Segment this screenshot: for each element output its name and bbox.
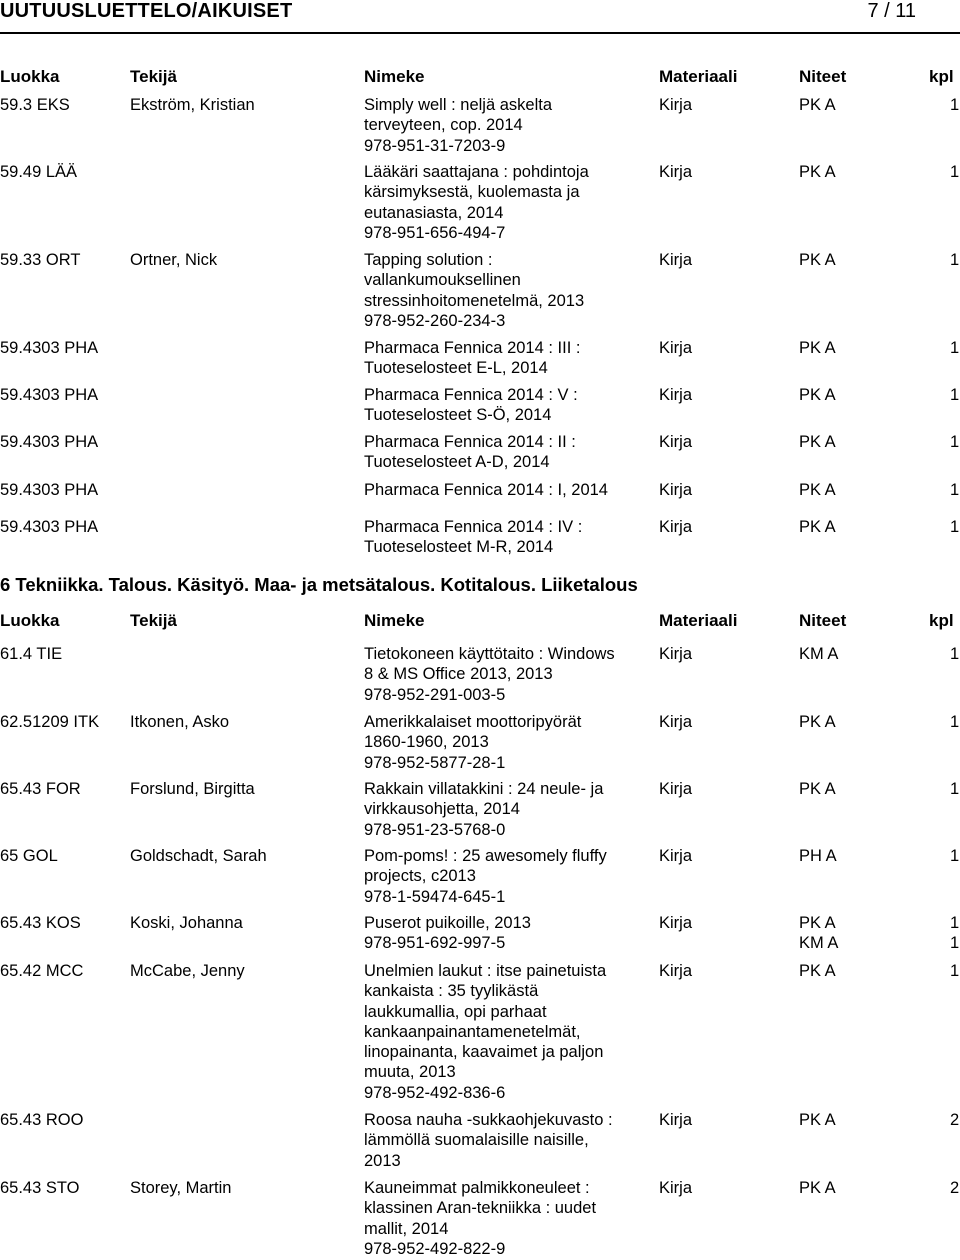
column-header-materiaali: Materiaali (659, 611, 738, 630)
niteet-cell (799, 961, 836, 981)
nimeke-line: 978-952-5877-28-1 (364, 753, 506, 772)
tekija-cell: Ortner, Nick (130, 251, 218, 269)
kpl-line: 1 (950, 518, 960, 536)
materiaali-cell: Kirja (659, 847, 693, 865)
nimeke-cell (364, 779, 603, 840)
kpl-cell (950, 338, 959, 358)
materiaali-cell: Kirja (659, 914, 693, 932)
tekija-cell: Storey, Martin (130, 1179, 232, 1197)
nimeke-line: 978-1-59474-645-1 (364, 887, 506, 906)
materiaali-cell: Kirja (659, 713, 693, 731)
nimeke-line: Pharmaca Fennica 2014 : III : (364, 339, 581, 357)
nimeke-line: projects, c2013 (364, 867, 476, 886)
nimeke-line: eutanasiasta, 2014 (364, 203, 504, 222)
tekija-cell: Itkonen, Asko (130, 713, 230, 731)
materiaali-cell: Kirja (659, 433, 693, 451)
tekija-cell: McCabe, Jenny (130, 962, 245, 980)
materiaali-cell: Kirja (659, 962, 693, 980)
niteet-line: PK A (799, 1179, 836, 1197)
luokka-cell: 59.33 ORT (0, 251, 81, 269)
niteet-cell (799, 338, 836, 358)
nimeke-line: stressinhoitomenetelmä, 2013 (364, 291, 585, 310)
kpl-cell (950, 250, 959, 270)
nimeke-line: terveyteen, cop. 2014 (364, 116, 523, 135)
header-rule (0, 32, 960, 34)
luokka-cell: 59.4303 PHA (0, 433, 99, 451)
niteet-line: PK A (799, 713, 836, 731)
nimeke-line: Tapping solution : (364, 251, 493, 269)
kpl-cell (950, 913, 959, 954)
column-header-niteet: Niteet (799, 67, 847, 86)
kpl-cell (950, 162, 959, 182)
niteet-line: PK A (799, 433, 836, 451)
kpl-cell (950, 95, 959, 115)
luokka-cell: 65 GOL (0, 847, 58, 865)
nimeke-line: Tuoteselosteet E-L, 2014 (364, 359, 548, 378)
kpl-line: 1 (950, 339, 960, 357)
nimeke-line: Tuoteselosteet S-Ö, 2014 (364, 406, 552, 425)
column-header-niteet: Niteet (799, 611, 847, 630)
materiaali-cell: Kirja (659, 251, 693, 269)
luokka-cell: 65.43 ROO (0, 1111, 84, 1129)
niteet-line: PK A (799, 518, 836, 536)
nimeke-line: Tuoteselosteet A-D, 2014 (364, 453, 550, 472)
luokka-cell: 59.3 EKS (0, 96, 70, 114)
column-header-kpl: kpl (929, 611, 954, 630)
niteet-line: PK A (799, 251, 836, 269)
niteet-cell (799, 712, 836, 732)
niteet-cell (799, 1110, 836, 1130)
nimeke-line: Tietokoneen käyttötaito : Windows (364, 645, 615, 663)
kpl-line: 1 (950, 780, 960, 798)
kpl-cell (950, 1178, 959, 1198)
kpl-line: 1 (950, 645, 960, 663)
nimeke-line: Unelmien laukut : itse painetuista (364, 962, 607, 980)
nimeke-cell (364, 1110, 613, 1171)
column-header-materiaali: Materiaali (659, 67, 738, 86)
kpl-cell (950, 644, 959, 664)
kpl-line: 1 (950, 962, 960, 980)
nimeke-line: mallit, 2014 (364, 1219, 449, 1238)
column-header-kpl: kpl (929, 67, 954, 86)
nimeke-cell (364, 480, 608, 500)
niteet-cell (799, 480, 836, 500)
kpl-line: 1 (950, 386, 960, 404)
niteet-line: PK A (799, 386, 836, 404)
nimeke-line: 8 & MS Office 2013, 2013 (364, 665, 553, 684)
kpl-line: 1 (950, 914, 960, 932)
niteet-cell (799, 517, 836, 537)
kpl-line: 1 (950, 96, 960, 114)
materiaali-cell: Kirja (659, 163, 693, 181)
nimeke-cell (364, 712, 581, 773)
nimeke-line: 978-952-492-836-6 (364, 1083, 506, 1102)
column-header-luokka: Luokka (0, 611, 60, 630)
nimeke-line: Amerikkalaiset moottoripyörät (364, 713, 582, 731)
niteet-cell (799, 95, 836, 115)
nimeke-line: Puserot puikoille, 2013 (364, 914, 531, 932)
niteet-line: PK A (799, 962, 836, 980)
niteet-cell (799, 162, 836, 182)
niteet-cell (799, 846, 837, 866)
column-header-nimeke: Nimeke (364, 611, 425, 630)
materiaali-cell: Kirja (659, 481, 693, 499)
luokka-cell: 65.43 KOS (0, 914, 81, 932)
nimeke-line: 2013 (364, 1151, 401, 1170)
materiaali-cell: Kirja (659, 645, 693, 663)
nimeke-line: 978-951-31-7203-9 (364, 136, 506, 155)
luokka-cell: 59.49 LÄÄ (0, 163, 78, 181)
column-header-tekija: Tekijä (130, 611, 177, 630)
niteet-line: PH A (799, 847, 837, 865)
nimeke-line: 978-951-23-5768-0 (364, 820, 506, 839)
nimeke-line: virkkausohjetta, 2014 (364, 800, 520, 819)
niteet-cell (799, 644, 838, 664)
nimeke-line: Pharmaca Fennica 2014 : II : (364, 433, 576, 451)
kpl-cell (950, 961, 959, 981)
luokka-cell: 65.43 FOR (0, 780, 81, 798)
kpl-line: 1 (950, 934, 960, 953)
tekija-cell: Goldschadt, Sarah (130, 847, 267, 865)
kpl-line: 1 (950, 847, 960, 865)
niteet-line: PK A (799, 780, 836, 798)
kpl-cell (950, 480, 959, 500)
kpl-line: 1 (950, 713, 960, 731)
materiaali-cell: Kirja (659, 1179, 693, 1197)
nimeke-line: 978-951-656-494-7 (364, 223, 506, 242)
materiaali-cell: Kirja (659, 339, 693, 357)
kpl-line: 1 (950, 433, 960, 451)
luokka-cell: 59.4303 PHA (0, 339, 99, 357)
kpl-line: 1 (950, 251, 960, 269)
nimeke-cell (364, 250, 584, 331)
tekija-cell: Koski, Johanna (130, 914, 243, 932)
nimeke-line: Kauneimmat palmikkoneuleet : (364, 1179, 590, 1197)
kpl-cell (950, 517, 959, 537)
nimeke-line: 978-952-260-234-3 (364, 311, 506, 330)
section-heading: 6 Tekniikka. Talous. Käsityö. Maa- ja metsätalous. Kotitalous. Liiketalous (0, 574, 638, 595)
nimeke-line: 1860-1960, 2013 (364, 733, 489, 752)
nimeke-cell (364, 432, 576, 473)
materiaali-cell: Kirja (659, 96, 693, 114)
nimeke-line: Lääkäri saattajana : pohdintoja (364, 163, 589, 181)
nimeke-line: Pom-poms! : 25 awesomely fluffy (364, 847, 607, 865)
niteet-cell (799, 385, 836, 405)
nimeke-line: kankaista : 35 tyylikästä (364, 982, 539, 1001)
luokka-cell: 61.4 TIE (0, 645, 63, 663)
kpl-cell (950, 779, 959, 799)
nimeke-line: muuta, 2013 (364, 1063, 456, 1082)
niteet-line: PK A (799, 1111, 836, 1129)
luokka-cell: 59.4303 PHA (0, 481, 99, 499)
kpl-cell (950, 846, 959, 866)
luokka-cell: 59.4303 PHA (0, 386, 99, 404)
tekija-cell: Ekström, Kristian (130, 96, 255, 114)
kpl-cell (950, 385, 959, 405)
nimeke-line: Pharmaca Fennica 2014 : IV : (364, 518, 583, 536)
nimeke-line: kärsimyksestä, kuolemasta ja (364, 183, 580, 202)
nimeke-line: vallankumouksellinen (364, 271, 521, 290)
materiaali-cell: Kirja (659, 386, 693, 404)
niteet-cell (799, 432, 836, 452)
niteet-line: PK A (799, 339, 836, 357)
nimeke-line: linopainanta, kaavaimet ja paljon (364, 1043, 604, 1062)
luokka-cell: 65.42 MCC (0, 962, 84, 980)
page-header (0, 0, 960, 26)
niteet-cell (799, 779, 836, 799)
luokka-cell: 59.4303 PHA (0, 518, 99, 536)
nimeke-cell (364, 913, 531, 954)
nimeke-cell (364, 95, 552, 156)
kpl-cell (950, 1110, 959, 1130)
page-number: 7 / 11 (867, 0, 916, 22)
nimeke-cell (364, 961, 606, 1103)
nimeke-line: laukkumallia, opi parhaat (364, 1002, 547, 1021)
nimeke-cell (364, 517, 582, 558)
niteet-line: KM A (799, 934, 839, 953)
kpl-line: 1 (950, 163, 960, 181)
niteet-cell (799, 913, 838, 954)
luokka-cell: 65.43 STO (0, 1179, 80, 1197)
niteet-line: PK A (799, 96, 836, 114)
kpl-line: 1 (950, 481, 960, 499)
materiaali-cell: Kirja (659, 518, 693, 536)
nimeke-cell (364, 338, 580, 379)
nimeke-line: Pharmaca Fennica 2014 : V : (364, 386, 578, 404)
nimeke-line: 978-952-492-822-9 (364, 1239, 506, 1258)
materiaali-cell: Kirja (659, 1111, 693, 1129)
nimeke-cell (364, 385, 578, 426)
kpl-cell (950, 712, 959, 732)
nimeke-line: lämmöllä suomalaisille naisille, (364, 1131, 589, 1150)
nimeke-cell (364, 846, 607, 907)
luokka-cell: 62.51209 ITK (0, 713, 100, 731)
tekija-cell: Forslund, Birgitta (130, 780, 255, 798)
nimeke-cell (364, 162, 589, 243)
nimeke-line: Rakkain villatakkini : 24 neule- ja (364, 780, 604, 798)
niteet-line: PK A (799, 481, 836, 499)
kpl-cell (950, 432, 959, 452)
nimeke-line: Roosa nauha -sukkaohjekuvasto : (364, 1111, 613, 1129)
nimeke-line: Tuoteselosteet M-R, 2014 (364, 538, 554, 557)
column-header-tekija: Tekijä (130, 67, 177, 86)
materiaali-cell: Kirja (659, 780, 693, 798)
nimeke-line: 978-952-291-003-5 (364, 685, 506, 704)
nimeke-line: Pharmaca Fennica 2014 : I, 2014 (364, 481, 608, 499)
nimeke-line: kankaanpainantamenetelmät, (364, 1022, 581, 1041)
kpl-line: 2 (950, 1179, 960, 1197)
nimeke-line: Simply well : neljä askelta (364, 96, 552, 114)
nimeke-cell (364, 644, 615, 705)
column-header-nimeke: Nimeke (364, 67, 425, 86)
niteet-cell (799, 1178, 836, 1198)
nimeke-line: 978-951-692-997-5 (364, 934, 506, 953)
niteet-cell (799, 250, 836, 270)
niteet-line: PK A (799, 914, 836, 932)
kpl-line: 2 (950, 1111, 960, 1129)
column-header-luokka: Luokka (0, 67, 60, 86)
nimeke-line: klassinen Aran-tekniikka : uudet (364, 1199, 597, 1218)
document-title: UUTUUSLUETTELO/AIKUISET (0, 0, 293, 22)
niteet-line: KM A (799, 645, 839, 663)
nimeke-cell (364, 1178, 596, 1259)
niteet-line: PK A (799, 163, 836, 181)
